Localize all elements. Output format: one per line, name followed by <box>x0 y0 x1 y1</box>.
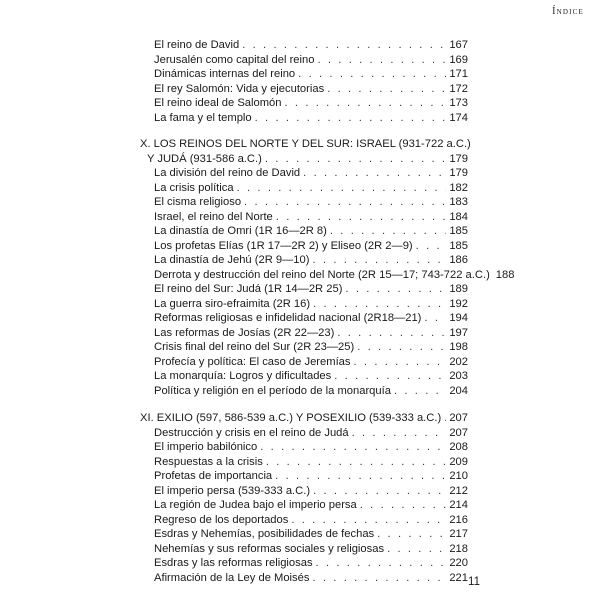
toc-entry-title: El reino del Sur: Judá (1R 14—2R 25) <box>154 283 343 295</box>
toc-entry-title: Regreso de los deportados <box>154 514 289 526</box>
toc-entry-title: El reino de David <box>154 39 240 51</box>
toc-entry[interactable] <box>154 542 468 557</box>
toc-entry-page: 167 <box>449 39 468 51</box>
toc-entry-page: 218 <box>449 543 468 555</box>
toc-entry-page: 189 <box>449 283 468 295</box>
toc-entry[interactable] <box>154 355 468 370</box>
toc-entry-page: 210 <box>449 470 468 482</box>
toc-entry-title: Las reformas de Josías (2R 22—23) <box>154 327 335 339</box>
toc-entry-title: Profecía y política: El caso de Jeremías <box>154 356 351 368</box>
toc-entry-page: 208 <box>449 441 468 453</box>
toc-entry-title: Destrucción y crisis en el reino de Judá <box>154 427 349 439</box>
toc-entry-title: Jerusalén como capital del reino <box>154 54 315 66</box>
toc-entry[interactable] <box>154 67 468 82</box>
toc-entry[interactable] <box>154 239 468 254</box>
toc-entry-page: 184 <box>449 211 468 223</box>
toc-entry-title: El imperio babilónico <box>154 441 258 453</box>
toc-entry-page: 185 <box>449 225 468 237</box>
chapter-heading-x-line2: Y JUDÁ (931-586 a.C.) <box>147 153 262 165</box>
toc-entry-page: 220 <box>449 557 468 569</box>
toc-entry-page: 171 <box>449 68 468 80</box>
running-header: Índice <box>552 6 584 17</box>
toc-entry[interactable] <box>154 384 468 399</box>
toc-entry-page: 169 <box>449 54 468 66</box>
toc-entry-page: 185 <box>449 240 468 252</box>
toc-entry-title: La región de Judea bajo el imperio persa <box>154 499 357 511</box>
toc-entry-page: 179 <box>449 167 468 179</box>
toc-entry-page: 172 <box>449 83 468 95</box>
toc-entry-page: 221 <box>449 572 468 584</box>
toc-entry[interactable] <box>154 195 468 210</box>
toc-entry-title: El rey Salomón: Vida y ejecutorias <box>154 83 325 95</box>
toc-entry[interactable] <box>154 297 468 312</box>
page-number: 11 <box>468 576 480 588</box>
toc-entry-page: 182 <box>449 182 468 194</box>
toc-entry[interactable] <box>154 53 468 68</box>
toc-entry-title: La fama y el templo <box>154 112 252 124</box>
toc-entry-page: 212 <box>449 485 468 497</box>
toc-entry-page: 192 <box>449 298 468 310</box>
toc-entry-title: La guerra siro-efraimita (2R 16) <box>154 298 311 310</box>
toc-entry-page: 217 <box>449 528 468 540</box>
toc-entry-title: Esdras y las reformas religiosas <box>154 557 313 569</box>
chapter-heading-x-line1[interactable]: X. LOS REINOS DEL NORTE Y DEL SUR: ISRAEL (931-722 a.C.) <box>140 138 471 150</box>
toc-entry-title: La dinastía de Jehú (2R 9—10) <box>154 254 310 266</box>
toc-entry-page: 173 <box>449 97 468 109</box>
toc-entry[interactable] <box>154 527 468 542</box>
toc-entry[interactable] <box>154 556 468 571</box>
toc-entry-title: Dinámicas internas del reino <box>154 68 296 80</box>
toc-entry[interactable] <box>154 498 468 513</box>
toc-entry[interactable] <box>154 426 468 441</box>
toc-entry-page: 204 <box>449 385 468 397</box>
toc-entry-page: 207 <box>449 412 468 424</box>
toc-entry-title: El cisma religioso <box>154 196 242 208</box>
toc-entry[interactable] <box>154 282 468 297</box>
toc-entry-page: 214 <box>449 499 468 511</box>
chapter-heading-xi-title: XI. EXILIO (597, 586-539 a.C.) Y POSEXILIO (539-333 a.C.) <box>140 412 442 424</box>
toc-entry-title: Derrota y destrucción del reino del Norte (2R 15—17; 743-722 a.C.) <box>154 269 490 281</box>
toc-entry-title: La división del reino de David <box>154 167 301 179</box>
toc-entry-title: El reino ideal de Salomón <box>154 97 282 109</box>
toc-entry-title: Profetas de importancia <box>154 470 273 482</box>
toc-entry-title: Respuestas a la crisis <box>154 456 263 468</box>
toc-entry-page: 198 <box>449 341 468 353</box>
toc-entry-title: Reformas religiosas e infidelidad nacional (2R18—21) <box>154 312 422 324</box>
toc-entry[interactable] <box>154 111 468 126</box>
toc-entry-title: La crisis política <box>154 182 234 194</box>
toc-entry-title: El imperio persa (539-333 a.C.) <box>154 485 311 497</box>
toc-entry[interactable] <box>154 340 468 355</box>
toc-entry-page: 194 <box>449 312 468 324</box>
toc-entry[interactable] <box>154 571 468 586</box>
toc-entry-page: 209 <box>449 456 468 468</box>
toc-entry[interactable] <box>154 224 468 239</box>
toc-entry[interactable] <box>154 166 468 181</box>
toc-entry[interactable] <box>154 440 468 455</box>
toc-entry[interactable] <box>154 181 468 196</box>
toc-entry-page: 188 <box>495 269 515 281</box>
toc-entry[interactable] <box>154 210 468 225</box>
chapter-heading-x[interactable] <box>147 152 468 167</box>
toc-entry-title: Crisis final del reino del Sur (2R 23—25) <box>154 341 355 353</box>
toc-entry-page: 174 <box>449 112 468 124</box>
toc-entry-page: 203 <box>449 370 468 382</box>
toc-entry-page: 207 <box>449 427 468 439</box>
toc-entry[interactable] <box>154 82 468 97</box>
toc-entry[interactable] <box>154 38 468 53</box>
toc-entry-page: 179 <box>449 153 468 165</box>
toc-entry[interactable] <box>154 326 468 341</box>
toc-entry-title: La dinastía de Omri (1R 16—2R 8) <box>154 225 327 237</box>
toc-entry[interactable] <box>154 253 468 268</box>
toc-entry-page: 197 <box>449 327 468 339</box>
toc-entry[interactable] <box>154 513 468 528</box>
toc-entry-page: 216 <box>449 514 468 526</box>
toc-entry-title: Afirmación de la Ley de Moisés <box>154 572 310 584</box>
toc-entry[interactable] <box>154 96 468 111</box>
toc-entry-title: Política y religión en el período de la monarquía <box>154 385 391 397</box>
toc-entry-title: Israel, el reino del Norte <box>154 211 273 223</box>
toc-entry[interactable] <box>154 311 468 326</box>
toc-entry-title: Esdras y Nehemías, posibilidades de fechas <box>154 528 375 540</box>
toc-entry-page: 186 <box>449 254 468 266</box>
toc-entry-title: La monarquía: Logros y dificultades <box>154 370 332 382</box>
toc-entry-title: Los profetas Elías (1R 17—2R 2) y Eliseo (2R 2—9) <box>154 240 413 252</box>
chapter-heading-xi[interactable] <box>140 411 468 426</box>
toc-entry-page: 183 <box>449 196 468 208</box>
toc-entry[interactable] <box>154 455 468 470</box>
toc-entry[interactable] <box>154 469 468 484</box>
toc-entry[interactable] <box>154 369 468 384</box>
toc-entry[interactable] <box>154 484 468 499</box>
toc-entry-page: 202 <box>449 356 468 368</box>
toc-entry[interactable] <box>154 268 515 283</box>
toc-entry-title: Nehemías y sus reformas sociales y religiosas <box>154 543 385 555</box>
